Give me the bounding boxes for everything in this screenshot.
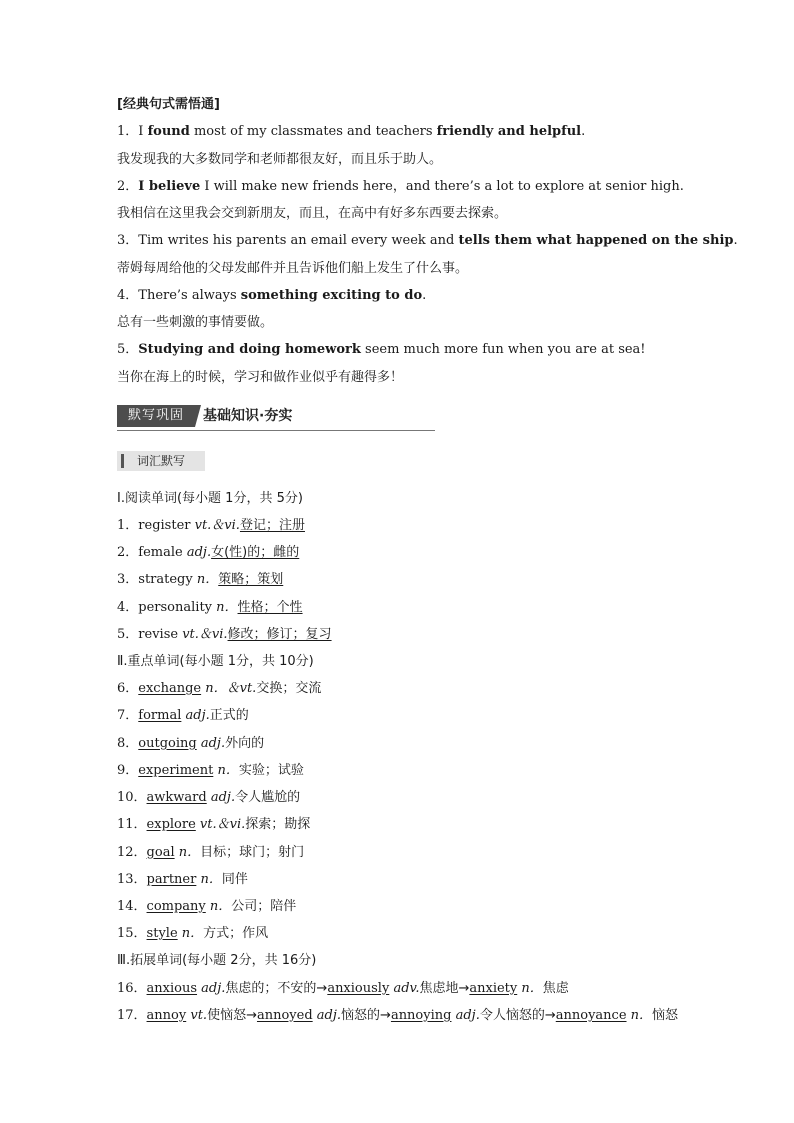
part2-heading: Ⅱ.重点单词(每小题 1分，共 10分) [117, 654, 314, 669]
sentence-1: 1．I found most of my classmates and teachers friendly and helpful. [117, 124, 586, 139]
sentence-5: 5．Studying and doing homework seem much more fun when you are at sea! [117, 342, 646, 357]
part1-heading: Ⅰ.阅读单词(每小题 1分，共 5分) [117, 491, 303, 506]
part1-item: 4．personality n．性格；个性 [117, 600, 303, 615]
part2-item: 12．goal n．目标；球门；射门 [117, 845, 305, 860]
subsection-bar [121, 454, 124, 468]
part3-heading: Ⅲ.拓展单词(每小题 2分，共 16分) [117, 953, 317, 968]
part2-item: 8．outgoing adj.外向的 [117, 736, 265, 751]
sentence-2-translation: 我相信在这里我会交到新朋友，而且，在高中有好多东西要去探索。 [117, 206, 508, 221]
part2-item: 7．formal adj.正式的 [117, 708, 249, 723]
subsection-label: 词汇默写 [137, 454, 186, 468]
section-label: 默写巩固 [117, 405, 195, 427]
sentence-1-translation: 我发现我的大多数同学和老师都很友好，而且乐于助人。 [117, 152, 443, 167]
classic-section-header: [经典句式需悟通] [117, 97, 220, 112]
part2-item: 14．company n．公司；陪伴 [117, 899, 297, 914]
section-rule [117, 430, 435, 431]
part1-item: 3．strategy n．策略；策划 [117, 572, 284, 587]
sentence-4: 4．There’s always something exciting to do. [117, 288, 427, 303]
section-title: 基础知识·夯实 [203, 408, 293, 424]
section-label-notch [195, 405, 201, 427]
part1-item: 5．revise vt.＆vi.修改；修订；复习 [117, 627, 332, 642]
part3-item: 16．anxious adj.焦虑的；不安的→anxiously adv.焦虑地→anxiety n．焦虑 [117, 981, 569, 996]
part2-item: 6．exchange n．＆vt.交换；交流 [117, 681, 322, 696]
section-banner [117, 405, 435, 431]
sentence-2: 2．I believe I will make new friends here，and there’s a lot to explore at senior high. [117, 179, 684, 194]
part2-item: 13．partner n．同伴 [117, 872, 248, 887]
part2-item: 11．explore vt.＆vi.探索；勘探 [117, 817, 311, 832]
sentence-5-translation: 当你在海上的时候，学习和做作业似乎有趣得多！ [117, 370, 404, 385]
part1-item: 2．female adj.女(性)的；雌的 [117, 545, 300, 560]
subsection-tag [117, 451, 205, 471]
sentence-3-translation: 蒂姆每周给他的父母发邮件并且告诉他们船上发生了什么事。 [117, 261, 469, 276]
part2-item: 10．awkward adj.令人尴尬的 [117, 790, 301, 805]
part1-item: 1．register vt.＆vi.登记；注册 [117, 518, 305, 533]
sentence-3: 3．Tim writes his parents an email every week and tells them what happened on the ship. [117, 233, 738, 248]
part2-item: 9．experiment n．实验；试验 [117, 763, 304, 778]
sentence-4-translation: 总有一些刺激的事情要做。 [117, 315, 274, 330]
part2-item: 15．style n．方式；作风 [117, 926, 269, 941]
part3-item: 17．annoy vt.使恼怒→annoyed adj.恼怒的→annoying adj.令人恼怒的→annoyance n．恼怒 [117, 1008, 679, 1023]
